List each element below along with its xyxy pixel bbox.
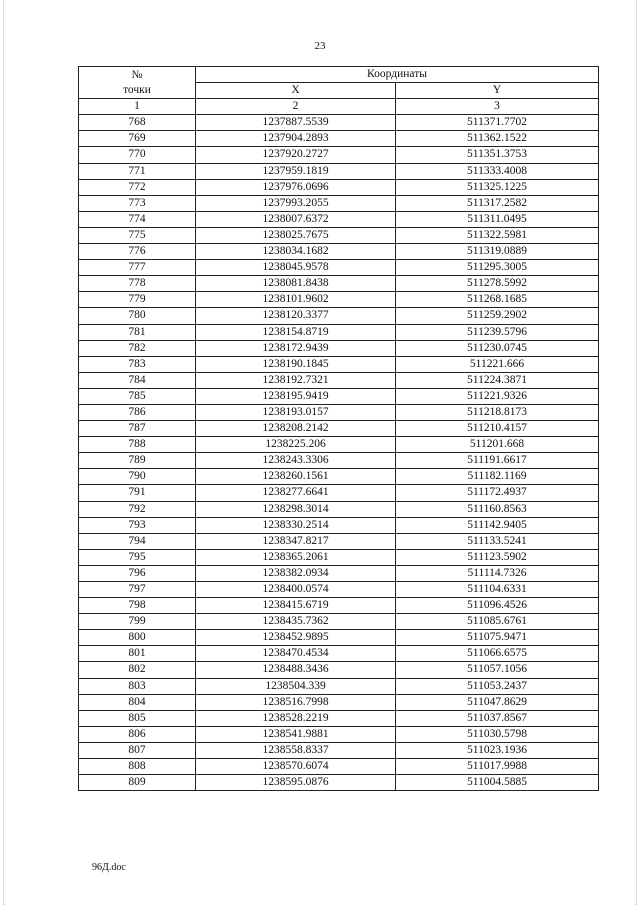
x-coordinate-cell: 1237959.1819 — [196, 163, 396, 179]
y-coordinate-cell: 511096.4526 — [396, 598, 599, 614]
point-number-cell: 802 — [79, 662, 196, 678]
point-number-cell: 774 — [79, 211, 196, 227]
y-coordinate-cell: 511160.8563 — [396, 501, 599, 517]
coordinates-header: Координаты — [196, 67, 599, 83]
point-number-cell: 789 — [79, 453, 196, 469]
y-coordinate-cell: 511218.8173 — [396, 404, 599, 420]
x-coordinate-cell: 1238541.9881 — [196, 726, 396, 742]
table-body — [79, 115, 599, 791]
point-number-cell: 796 — [79, 565, 196, 581]
x-coordinate-cell: 1238007.6372 — [196, 211, 396, 227]
point-number-symbol: № — [131, 68, 143, 81]
table-row — [79, 582, 599, 598]
y-coordinate-cell: 511201.668 — [396, 437, 599, 453]
y-coordinate-cell: 511004.5885 — [396, 775, 599, 791]
y-coordinate-cell: 511114.7326 — [396, 565, 599, 581]
point-number-cell: 781 — [79, 324, 196, 340]
x-coordinate-cell: 1237887.5539 — [196, 115, 396, 131]
y-coordinate-cell: 511023.1936 — [396, 742, 599, 758]
y-coordinate-cell: 511085.6761 — [396, 614, 599, 630]
x-coordinate-cell: 1238195.9419 — [196, 388, 396, 404]
point-number-cell: 786 — [79, 404, 196, 420]
point-number-cell: 800 — [79, 630, 196, 646]
x-coordinate-cell: 1238528.2219 — [196, 710, 396, 726]
x-coordinate-cell: 1238192.7321 — [196, 372, 396, 388]
point-number-cell: 806 — [79, 726, 196, 742]
x-coordinate-cell: 1238415.6719 — [196, 598, 396, 614]
y-coordinate-cell: 511295.3005 — [396, 260, 599, 276]
point-number-cell: 787 — [79, 421, 196, 437]
table-row — [79, 517, 599, 533]
point-number-cell: 772 — [79, 179, 196, 195]
x-coordinate-cell: 1237976.0696 — [196, 179, 396, 195]
x-coordinate-cell: 1238558.8337 — [196, 742, 396, 758]
x-coordinate-cell: 1238516.7998 — [196, 694, 396, 710]
y-coordinate-cell: 511133.5241 — [396, 533, 599, 549]
y-coordinate-cell: 511333.4008 — [396, 163, 599, 179]
point-number-cell: 794 — [79, 533, 196, 549]
point-number-cell: 777 — [79, 260, 196, 276]
point-number-cell: 793 — [79, 517, 196, 533]
footer-filename: 96Д.doc — [92, 862, 126, 873]
x-coordinate-cell: 1238365.2061 — [196, 549, 396, 565]
column-index-2: 2 — [196, 99, 396, 115]
point-number-cell: 779 — [79, 292, 196, 308]
table-row — [79, 356, 599, 372]
x-coordinate-cell: 1238298.3014 — [196, 501, 396, 517]
y-coordinate-cell: 511325.1225 — [396, 179, 599, 195]
x-coordinate-cell: 1237993.2055 — [196, 195, 396, 211]
point-number-cell: 804 — [79, 694, 196, 710]
x-coordinate-cell: 1238208.2142 — [196, 421, 396, 437]
table-row — [79, 694, 599, 710]
point-number-cell: 778 — [79, 276, 196, 292]
point-number-cell: 803 — [79, 678, 196, 694]
y-coordinate-cell: 511037.8567 — [396, 710, 599, 726]
scan-edge-left — [3, 0, 5, 905]
x-coordinate-cell: 1238400.0574 — [196, 582, 396, 598]
point-number-cell: 783 — [79, 356, 196, 372]
point-number-word: точки — [123, 83, 151, 96]
table-row — [79, 565, 599, 581]
table-row — [79, 260, 599, 276]
table-row — [79, 388, 599, 404]
point-number-cell: 807 — [79, 742, 196, 758]
y-coordinate-cell: 511066.6575 — [396, 646, 599, 662]
table-row — [79, 614, 599, 630]
x-coordinate-cell: 1237904.2893 — [196, 131, 396, 147]
point-number-cell: 773 — [79, 195, 196, 211]
table-row — [79, 775, 599, 791]
point-number-cell: 782 — [79, 340, 196, 356]
y-coordinate-cell: 511230.0745 — [396, 340, 599, 356]
x-coordinate-cell: 1238045.9578 — [196, 260, 396, 276]
y-coordinate-cell: 511047.8629 — [396, 694, 599, 710]
x-coordinate-cell: 1238435.7362 — [196, 614, 396, 630]
x-coordinate-cell: 1238488.3436 — [196, 662, 396, 678]
point-number-header — [79, 67, 196, 99]
x-coordinate-cell: 1238504.339 — [196, 678, 396, 694]
y-coordinate-cell: 511221.666 — [396, 356, 599, 372]
point-number-cell: 797 — [79, 582, 196, 598]
y-coordinate-cell: 511362.1522 — [396, 131, 599, 147]
x-coordinate-cell: 1238595.0876 — [196, 775, 396, 791]
column-index-1: 1 — [79, 99, 196, 115]
table-row — [79, 501, 599, 517]
table-row — [79, 131, 599, 147]
point-number-cell: 788 — [79, 437, 196, 453]
table-row — [79, 726, 599, 742]
point-number-cell: 790 — [79, 469, 196, 485]
table-row — [79, 372, 599, 388]
point-number-cell: 805 — [79, 710, 196, 726]
table-row — [79, 678, 599, 694]
y-coordinate-cell: 511351.3753 — [396, 147, 599, 163]
table-row — [79, 292, 599, 308]
point-number-cell: 791 — [79, 485, 196, 501]
point-number-cell: 768 — [79, 115, 196, 131]
x-coordinate-cell: 1238330.2514 — [196, 517, 396, 533]
x-coordinate-cell: 1238172.9439 — [196, 340, 396, 356]
table-row — [79, 308, 599, 324]
y-coordinate-cell: 511317.2582 — [396, 195, 599, 211]
table-row — [79, 276, 599, 292]
table-row — [79, 630, 599, 646]
point-number-cell: 780 — [79, 308, 196, 324]
y-coordinate-cell: 511322.5981 — [396, 227, 599, 243]
x-header: X — [196, 83, 396, 99]
table-row — [79, 115, 599, 131]
table-row — [79, 404, 599, 420]
column-index-3: 3 — [396, 99, 599, 115]
table-row — [79, 646, 599, 662]
y-coordinate-cell: 511104.6331 — [396, 582, 599, 598]
point-number-cell: 792 — [79, 501, 196, 517]
point-number-cell: 799 — [79, 614, 196, 630]
y-header: Y — [396, 83, 599, 99]
y-coordinate-cell: 511053.2437 — [396, 678, 599, 694]
x-coordinate-cell: 1237920.2727 — [196, 147, 396, 163]
y-coordinate-cell: 511172.4937 — [396, 485, 599, 501]
x-coordinate-cell: 1238120.3377 — [196, 308, 396, 324]
scan-edge-right — [636, 0, 638, 905]
table-row — [79, 244, 599, 260]
table-row — [79, 485, 599, 501]
y-coordinate-cell: 511311.0495 — [396, 211, 599, 227]
table-row — [79, 710, 599, 726]
table-row — [79, 742, 599, 758]
table-row — [79, 227, 599, 243]
x-coordinate-cell: 1238190.1845 — [196, 356, 396, 372]
table-row — [79, 147, 599, 163]
x-coordinate-cell: 1238243.3306 — [196, 453, 396, 469]
point-number-cell: 770 — [79, 147, 196, 163]
x-coordinate-cell: 1238382.0934 — [196, 565, 396, 581]
table-row — [79, 324, 599, 340]
coordinates-table — [78, 66, 599, 791]
table-row — [79, 437, 599, 453]
page-number: 23 — [314, 40, 326, 52]
y-coordinate-cell: 511319.0889 — [396, 244, 599, 260]
x-coordinate-cell: 1238570.6074 — [196, 759, 396, 775]
table-row — [79, 759, 599, 775]
y-coordinate-cell: 511017.9988 — [396, 759, 599, 775]
point-number-cell: 809 — [79, 775, 196, 791]
x-coordinate-cell: 1238277.6641 — [196, 485, 396, 501]
point-number-cell: 798 — [79, 598, 196, 614]
table-row — [79, 453, 599, 469]
y-coordinate-cell: 511057.1056 — [396, 662, 599, 678]
x-coordinate-cell: 1238154.8719 — [196, 324, 396, 340]
table-row — [79, 163, 599, 179]
y-coordinate-cell: 511259.2902 — [396, 308, 599, 324]
x-coordinate-cell: 1238025.7675 — [196, 227, 396, 243]
point-number-cell: 775 — [79, 227, 196, 243]
y-coordinate-cell: 511182.1169 — [396, 469, 599, 485]
x-coordinate-cell: 1238101.9602 — [196, 292, 396, 308]
point-number-cell: 801 — [79, 646, 196, 662]
point-number-cell: 769 — [79, 131, 196, 147]
y-coordinate-cell: 511371.7702 — [396, 115, 599, 131]
point-number-cell: 785 — [79, 388, 196, 404]
y-coordinate-cell: 511239.5796 — [396, 324, 599, 340]
x-coordinate-cell: 1238470.4534 — [196, 646, 396, 662]
table-row — [79, 662, 599, 678]
x-coordinate-cell: 1238225.206 — [196, 437, 396, 453]
x-coordinate-cell: 1238260.1561 — [196, 469, 396, 485]
point-number-cell: 795 — [79, 549, 196, 565]
point-number-cell: 808 — [79, 759, 196, 775]
y-coordinate-cell: 511221.9326 — [396, 388, 599, 404]
x-coordinate-cell: 1238081.8438 — [196, 276, 396, 292]
table-row — [79, 598, 599, 614]
table-row — [79, 533, 599, 549]
table-row — [79, 340, 599, 356]
y-coordinate-cell: 511030.5798 — [396, 726, 599, 742]
y-coordinate-cell: 511224.3871 — [396, 372, 599, 388]
x-coordinate-cell: 1238034.1682 — [196, 244, 396, 260]
y-coordinate-cell: 511123.5902 — [396, 549, 599, 565]
y-coordinate-cell: 511191.6617 — [396, 453, 599, 469]
point-number-cell: 776 — [79, 244, 196, 260]
y-coordinate-cell: 511278.5992 — [396, 276, 599, 292]
point-number-cell: 771 — [79, 163, 196, 179]
x-coordinate-cell: 1238193.0157 — [196, 404, 396, 420]
y-coordinate-cell: 511268.1685 — [396, 292, 599, 308]
x-coordinate-cell: 1238452.9895 — [196, 630, 396, 646]
y-coordinate-cell: 511142.9405 — [396, 517, 599, 533]
table-row — [79, 179, 599, 195]
table-row — [79, 211, 599, 227]
table-row — [79, 549, 599, 565]
table-row — [79, 421, 599, 437]
y-coordinate-cell: 511075.9471 — [396, 630, 599, 646]
table-row — [79, 469, 599, 485]
y-coordinate-cell: 511210.4157 — [396, 421, 599, 437]
table-row — [79, 195, 599, 211]
x-coordinate-cell: 1238347.8217 — [196, 533, 396, 549]
point-number-cell: 784 — [79, 372, 196, 388]
